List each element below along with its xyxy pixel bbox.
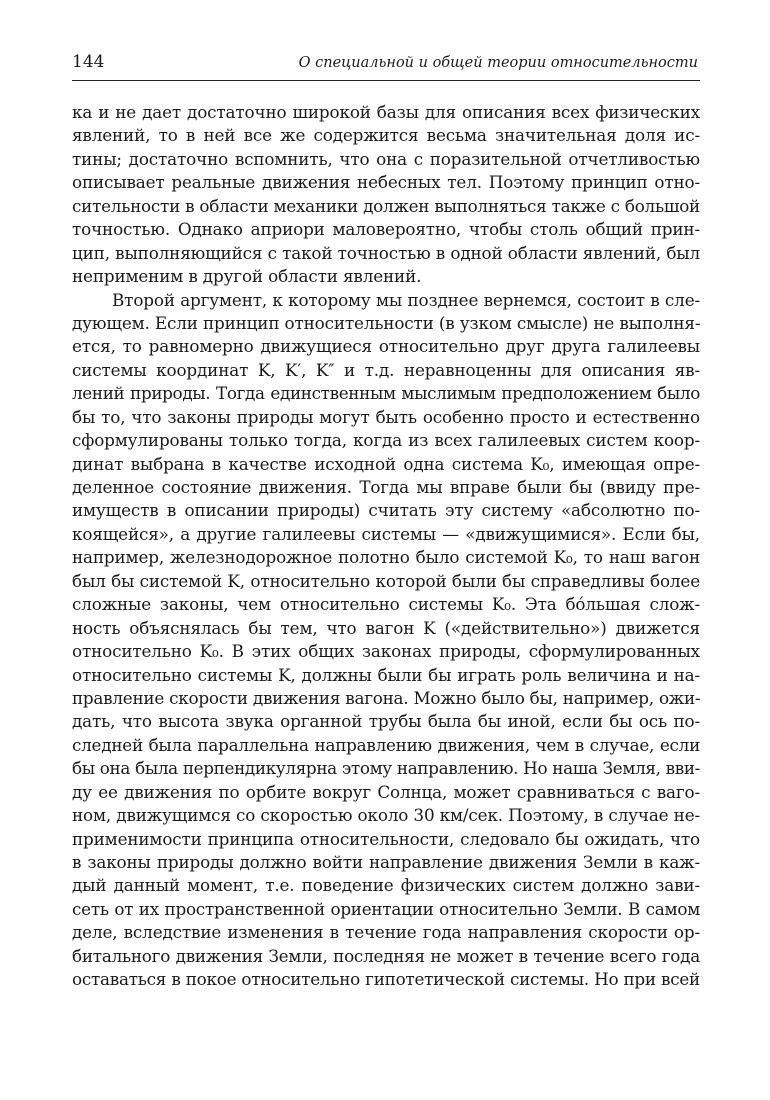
text-line: следней была параллельна направлению движения, чем в случае, если [72, 734, 700, 755]
text-line: сложные законы, чем относительно системы K₀. Эта бо́льшая слож- [72, 594, 700, 615]
text-line: точностью. Однако априори маловероятно, чтобы столь общий прин- [72, 219, 700, 240]
text-line: деле, вследствие изменения в течение года направления скорости ор- [72, 922, 700, 943]
text-line: сительности в области механики должен выполняться также с большой [72, 195, 700, 216]
book-page [72, 52, 700, 992]
text-line: ность объяснялась бы тем, что вагон K («действительно») движется [72, 617, 700, 638]
text-line: оставаться в покое относительно гипотетической системы. Но при всей [72, 969, 700, 990]
body-text [72, 101, 700, 992]
text-line: деленное состояние движения. Тогда мы вправе были бы (ввиду пре- [72, 477, 700, 497]
running-title: О специальной и общей теории относительности [298, 55, 698, 71]
page-number: 144 [72, 52, 105, 72]
text-line: относительно K₀. В этих общих законах природы, сформулированных [72, 641, 700, 662]
text-line: описывает реальные движения небесных тел. Поэтому принцип отно- [72, 172, 700, 193]
text-line: коящейся», а другие галилеевы системы — «движущимися». Если бы, [72, 523, 700, 544]
text-line: дать, что высота звука органной трубы была бы иной, если бы ось по- [72, 711, 700, 732]
text-line: бы то, что законы природы могут быть особенно просто и естественно [72, 406, 700, 427]
text-line: в законы природы должно войти направление движения Земли в каж- [72, 852, 700, 872]
text-line: сеть от их пространственной ориентации относительно Земли. В самом [72, 898, 700, 919]
text-line: сформулированы только тогда, когда из всех галилеевых систем коор- [72, 430, 700, 451]
text-line: дующем. Если принцип относительности (в узком смысле) не выполня- [72, 312, 701, 333]
paragraph [72, 101, 700, 289]
paragraph [72, 289, 700, 992]
text-line: бы она была перпендикулярна этому направлению. Но наша Земля, вви- [72, 758, 700, 779]
text-line: динат выбрана в качестве исходной одна система K₀, имеющая опре- [72, 453, 700, 474]
page-header [72, 52, 700, 81]
text-line: ном, движущимся со скоростью около 30 км/сек. Поэтому, в случае не- [72, 805, 700, 826]
text-line: явлений, то в ней все же содержится весьма значительная доля ис- [72, 125, 700, 146]
text-line: например, железнодорожное полотно было системой K₀, то наш вагон [72, 547, 700, 568]
text-line: битального движения Земли, последняя не может в течение всего года [72, 945, 700, 966]
text-line: имуществ в описании природы) считать эту систему «абсолютно по- [72, 500, 700, 521]
text-line: ется, то равномерно движущиеся относительно друг друга галилеевы [72, 336, 700, 357]
text-line: относительно системы K, должны были бы играть роль величина и на- [72, 664, 700, 685]
text-line: применимости принципа относительности, следовало бы ожидать, что [72, 828, 700, 849]
text-line: Второй аргумент, к которому мы позднее вернемся, состоит в сле- [112, 289, 700, 310]
text-line: ду ее движения по орбите вокруг Солнца, может сравниваться с ваго- [72, 781, 700, 802]
text-line: ка и не дает достаточно широкой базы для описания всех физических [72, 102, 700, 122]
text-line: неприменим в другой области явлений. [72, 266, 422, 287]
text-line: дый данный момент, т.е. поведение физических систем должно зави- [72, 875, 700, 896]
text-line: тины; достаточно вспомнить, что она с поразительной отчетливостью [72, 148, 700, 169]
text-line: был бы системой K, относительно которой были бы справедливы более [72, 570, 700, 591]
text-line: лений природы. Тогда единственным мыслимым предположением было [72, 383, 700, 404]
text-line: цип, выполняющийся с такой точностью в одной области явлений, был [72, 242, 700, 263]
text-line: системы координат K, K′, K″ и т.д. неравноценны для описания яв- [72, 359, 700, 380]
text-line: правление скорости движения вагона. Можно было бы, например, ожи- [72, 687, 701, 708]
